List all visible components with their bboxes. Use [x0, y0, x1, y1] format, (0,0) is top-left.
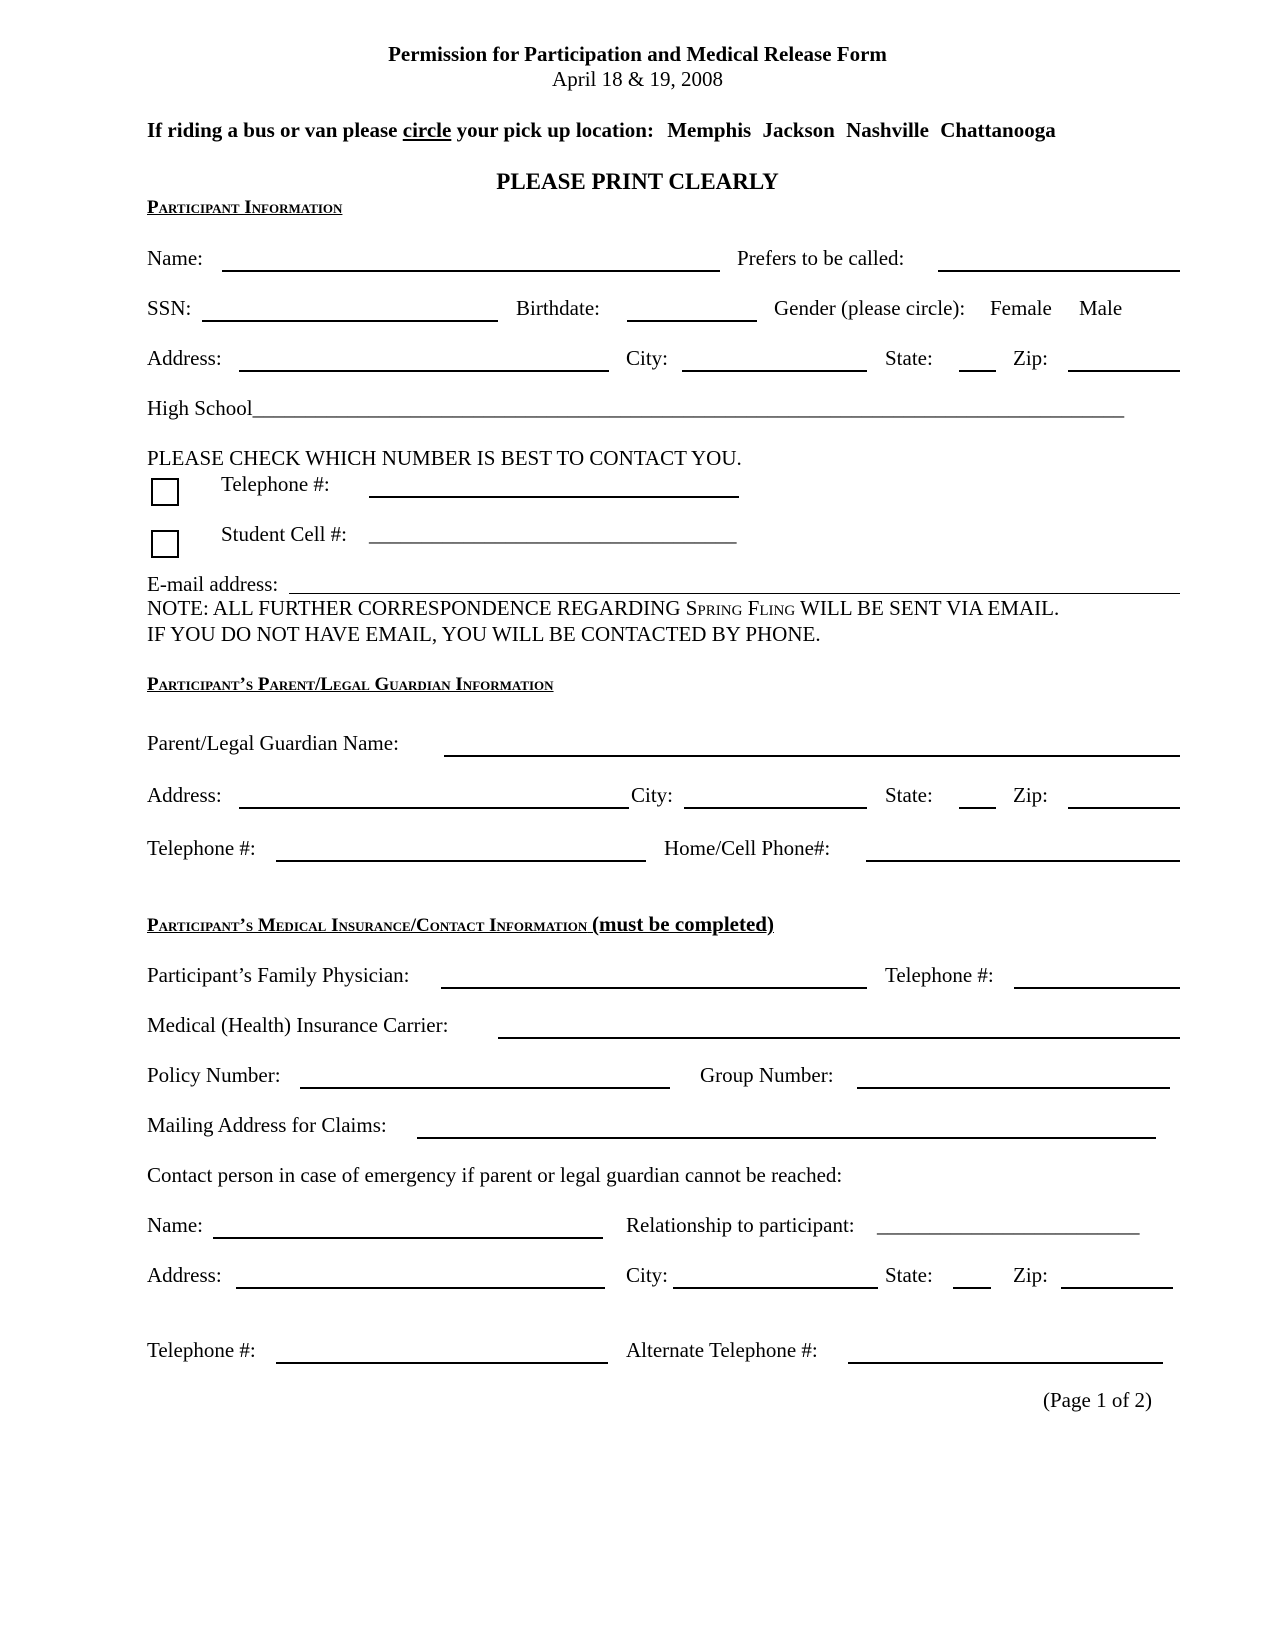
guardian-state-label: State: [885, 783, 933, 807]
address-label: Address: [147, 346, 222, 370]
emergency-state-label: State: [885, 1263, 933, 1287]
emergency-city-label: City: [626, 1263, 669, 1287]
telephone-checkbox[interactable] [151, 478, 179, 506]
birthdate-label: Birthdate: [516, 296, 600, 320]
guardian-city-label: City: [631, 783, 674, 807]
zip-label: Zip: [1013, 346, 1048, 370]
emergency-telephone-label: Telephone #: [147, 1338, 256, 1362]
guardian-address-label: Address: [147, 783, 222, 807]
guardian-home-cell-field[interactable] [866, 860, 1180, 862]
email-note-line2: IF YOU DO NOT HAVE EMAIL, YOU WILL BE CONTACTED BY PHONE. [147, 622, 821, 646]
guardian-name-field[interactable] [444, 755, 1180, 757]
gender-label: Gender (please circle): [774, 296, 966, 320]
alternate-telephone-label: Alternate Telephone #: [626, 1338, 818, 1362]
policy-number-field[interactable] [300, 1087, 670, 1089]
student-cell-field[interactable]: ___________________________________ [369, 522, 737, 546]
zip-field[interactable] [1068, 370, 1180, 372]
physician-telephone-label: Telephone #: [885, 963, 994, 987]
emergency-zip-field[interactable] [1061, 1287, 1173, 1289]
alternate-telephone-field[interactable] [848, 1362, 1163, 1364]
student-cell-label: Student Cell #: [221, 522, 347, 546]
telephone-label: Telephone #: [221, 472, 330, 496]
insurance-carrier-field[interactable] [498, 1037, 1180, 1039]
group-number-label: Group Number: [700, 1063, 834, 1087]
state-field[interactable] [959, 370, 996, 372]
medical-info-heading: Participant’s Medical Insurance/Contact Information (must be completed) [147, 912, 774, 936]
insurance-carrier-label: Medical (Health) Insurance Carrier: [147, 1013, 449, 1037]
mailing-address-field[interactable] [417, 1137, 1156, 1139]
name-label: Name: [147, 246, 203, 270]
emergency-city-field[interactable] [673, 1287, 878, 1289]
emergency-state-field[interactable] [953, 1287, 991, 1289]
group-number-field[interactable] [857, 1087, 1170, 1089]
email-label: E-mail address: [147, 572, 279, 596]
birthdate-field[interactable] [627, 320, 757, 322]
address-field[interactable] [239, 370, 609, 372]
location-nashville[interactable]: Nashville [846, 118, 929, 142]
guardian-address-field[interactable] [239, 807, 629, 809]
guardian-home-cell-label: Home/Cell Phone#: [664, 836, 831, 860]
guardian-telephone-label: Telephone #: [147, 836, 256, 860]
guardian-city-field[interactable] [684, 807, 867, 809]
emergency-telephone-field[interactable] [276, 1362, 608, 1364]
emergency-name-field[interactable] [213, 1237, 603, 1239]
guardian-name-label: Parent/Legal Guardian Name: [147, 731, 399, 755]
guardian-state-field[interactable] [959, 807, 996, 809]
guardian-zip-label: Zip: [1013, 783, 1048, 807]
physician-telephone-field[interactable] [1014, 987, 1180, 989]
location-jackson[interactable]: Jackson [762, 118, 835, 142]
guardian-zip-field[interactable] [1068, 807, 1180, 809]
mailing-address-label: Mailing Address for Claims: [147, 1113, 387, 1137]
emergency-contact-instruction: Contact person in case of emergency if parent or legal guardian cannot be reached: [147, 1163, 843, 1187]
location-memphis[interactable]: Memphis [667, 118, 752, 142]
email-note: NOTE: ALL FURTHER CORRESPONDENCE REGARDING Spring Fling WILL BE SENT VIA EMAIL. [147, 596, 1060, 620]
high-school-field[interactable]: High School___________________________________________________________________________________ [147, 396, 1125, 420]
form-date: April 18 & 19, 2008 [552, 67, 723, 91]
city-field[interactable] [682, 370, 867, 372]
city-label: City: [626, 346, 669, 370]
prefers-label: Prefers to be called: [737, 246, 905, 270]
bus-pickup-instruction: If riding a bus or van please circle your pick up location: Memphis Jackson Nashville Chattanooga [147, 118, 1056, 142]
location-chattanooga[interactable]: Chattanooga [940, 118, 1056, 142]
relationship-label: Relationship to participant: [626, 1213, 855, 1237]
guardian-telephone-field[interactable] [276, 860, 646, 862]
gender-female-option[interactable]: Female [990, 296, 1052, 320]
physician-field[interactable] [441, 987, 867, 989]
physician-label: Participant’s Family Physician: [147, 963, 410, 987]
participant-info-heading: Participant Information [147, 197, 343, 218]
email-field[interactable] [289, 593, 1180, 594]
ssn-field[interactable] [202, 320, 498, 322]
page-number: (Page 1 of 2) [1043, 1388, 1153, 1412]
guardian-info-heading: Participant’s Parent/Legal Guardian Information [147, 674, 554, 695]
relationship-field[interactable]: _________________________ [877, 1213, 1140, 1237]
telephone-field[interactable] [369, 496, 739, 498]
ssn-label: SSN: [147, 296, 192, 320]
emergency-name-label: Name: [147, 1213, 203, 1237]
gender-male-option[interactable]: Male [1079, 296, 1123, 320]
contact-check-instruction: PLEASE CHECK WHICH NUMBER IS BEST TO CONTACT YOU. [147, 446, 742, 470]
form-title: Permission for Participation and Medical Release Form [388, 42, 887, 66]
state-label: State: [885, 346, 933, 370]
policy-number-label: Policy Number: [147, 1063, 281, 1087]
name-field[interactable] [222, 270, 720, 272]
student-cell-checkbox[interactable] [151, 530, 179, 558]
emergency-address-label: Address: [147, 1263, 222, 1287]
emergency-address-field[interactable] [236, 1287, 605, 1289]
prefers-field[interactable] [938, 270, 1180, 272]
emergency-zip-label: Zip: [1013, 1263, 1048, 1287]
print-clearly-heading: PLEASE PRINT CLEARLY [496, 169, 779, 194]
